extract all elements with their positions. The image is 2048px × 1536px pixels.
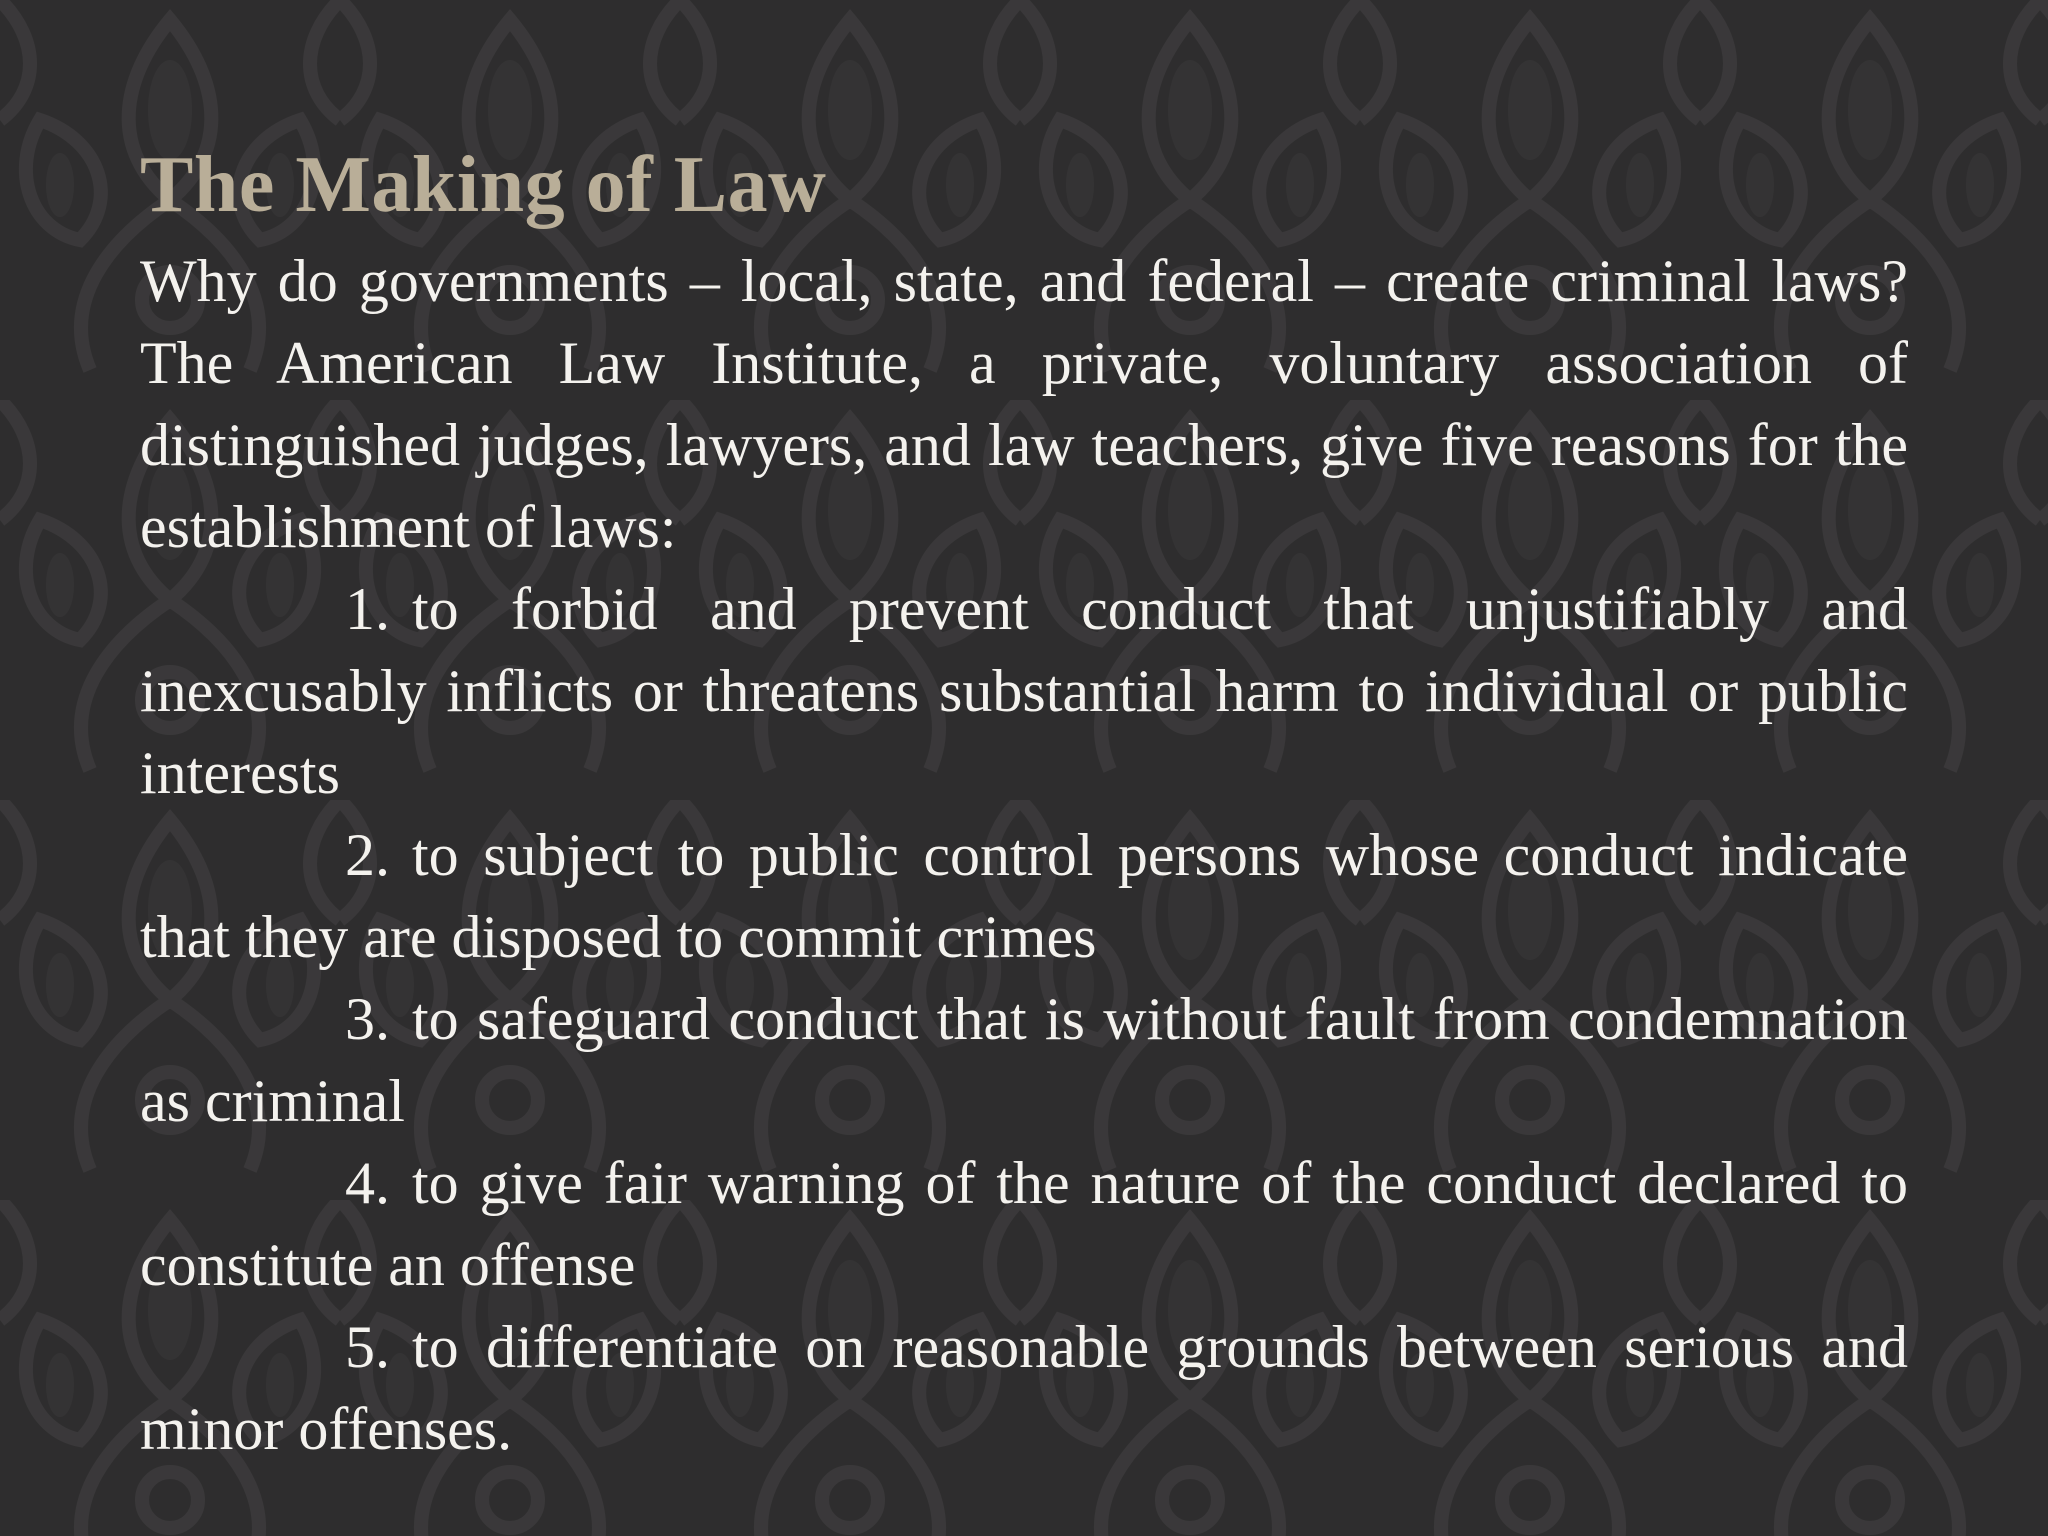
slide-content bbox=[140, 130, 1908, 1470]
reason-text: to forbid and prevent conduct that unjustifiably and inexcusably inflicts or threatens substantial harm to individual or public interests bbox=[140, 576, 1908, 806]
reason-text: to safeguard conduct that is without fault from condemnation as criminal bbox=[140, 986, 1908, 1134]
reason-item bbox=[140, 1306, 1908, 1470]
reason-item bbox=[140, 978, 1908, 1142]
intro-paragraph: Why do governments – local, state, and federal – create criminal laws? The American Law Institute, a private, voluntary association of distinguished judges, lawyers, and law teachers, give five reasons for the establishment of laws: bbox=[140, 248, 1908, 560]
reason-number: 5. bbox=[345, 1314, 390, 1380]
reason-number: 4. bbox=[345, 1150, 390, 1216]
slide-body bbox=[140, 240, 1908, 1470]
reason-number: 3. bbox=[345, 986, 390, 1052]
reason-text: to differentiate on reasonable grounds between serious and minor offenses. bbox=[140, 1314, 1908, 1462]
reason-number: 2. bbox=[345, 822, 390, 888]
reason-number: 1. bbox=[345, 576, 390, 642]
reason-item bbox=[140, 568, 1908, 814]
reason-text: to subject to public control persons whose conduct indicate that they are disposed to commit crimes bbox=[140, 822, 1908, 970]
slide-title: The Making of Law bbox=[140, 141, 827, 229]
reason-text: to give fair warning of the nature of the conduct declared to constitute an offense bbox=[140, 1150, 1908, 1298]
reason-item bbox=[140, 814, 1908, 978]
reason-item bbox=[140, 1142, 1908, 1306]
